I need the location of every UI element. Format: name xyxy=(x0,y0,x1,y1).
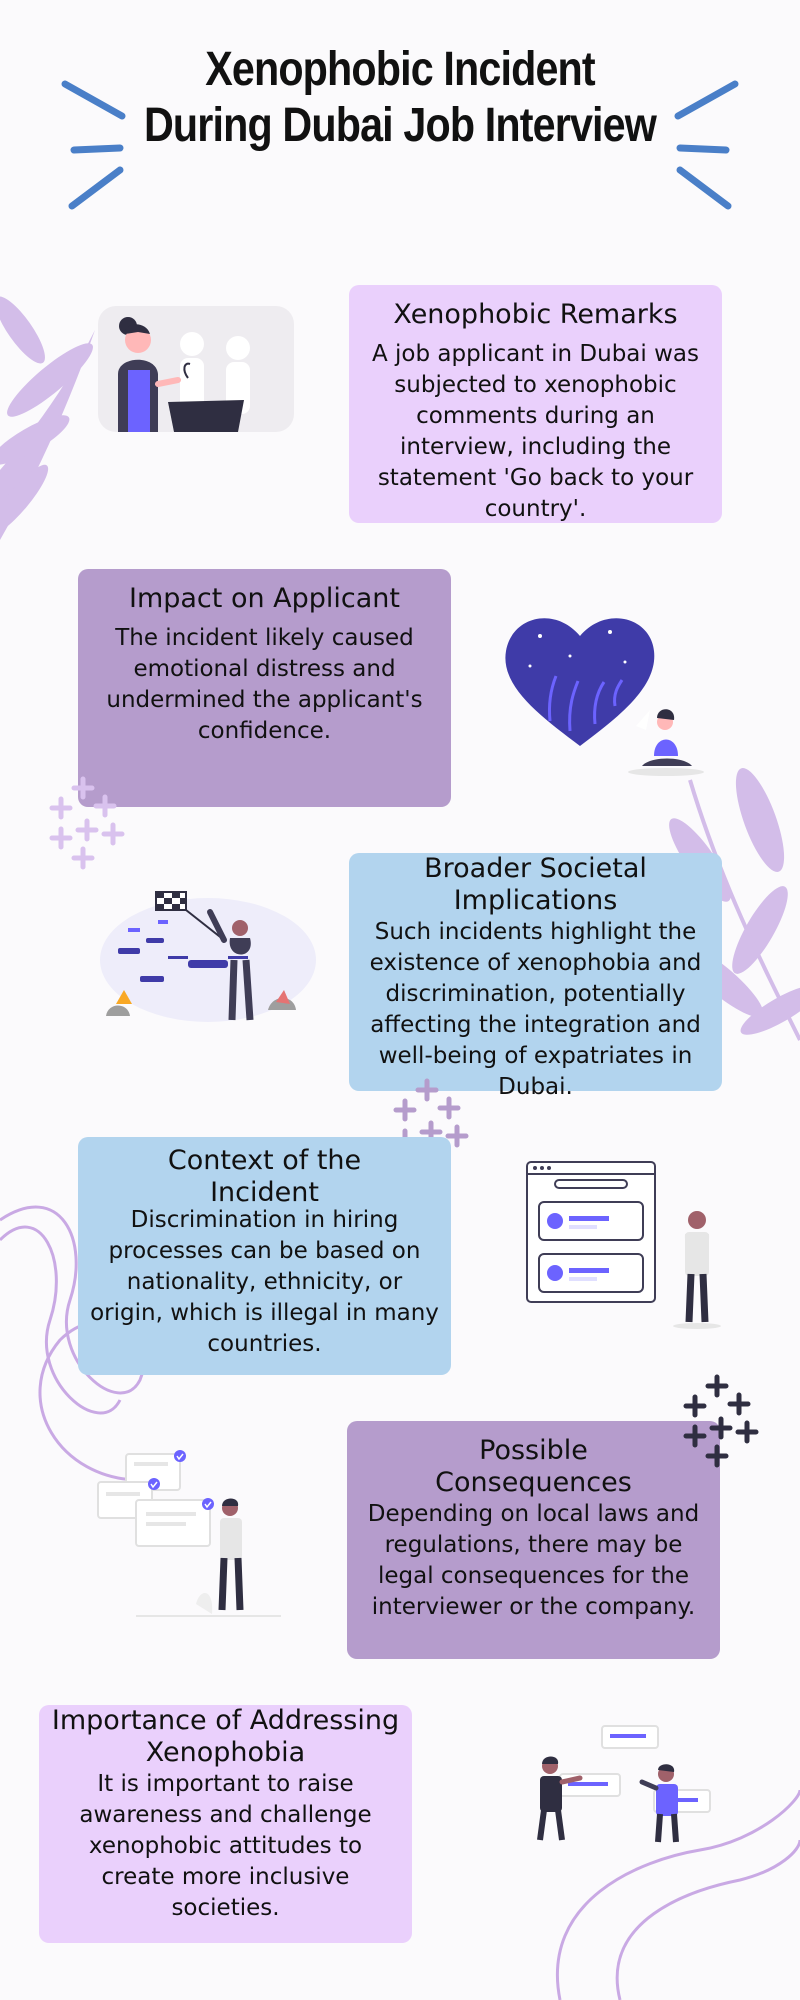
section-heading: Xenophobic Remarks xyxy=(393,299,678,330)
section-heading: Broader Societal Implications xyxy=(424,853,647,916)
section-body: It is important to raise awareness and challenge xenophobic attitudes to create more inclusive societies. xyxy=(79,1771,372,1921)
person-with-checked-messages-illustration xyxy=(96,1448,296,1628)
title-rays-left-decoration xyxy=(60,78,130,218)
drone-race-illustration xyxy=(98,890,318,1040)
section-card-xenophobic-remarks xyxy=(349,285,722,523)
plus-pattern-decoration xyxy=(678,1376,768,1466)
section-body: Discrimination in hiring processes can be based on nationality, ethnicity, or origin, which is illegal in many countries. xyxy=(90,1207,439,1357)
heart-night-sky-illustration xyxy=(500,606,720,786)
section-card-importance-of-addressing-xenophobia xyxy=(39,1705,412,1943)
section-heading: Context of the Incident xyxy=(167,1145,362,1208)
section-heading: Impact on Applicant xyxy=(128,583,400,614)
section-body: Such incidents highlight the existence of xenophobia and discrimination, potentially affecting the integration and well-being of expatriates in Dubai. xyxy=(369,919,702,1100)
section-heading: Importance of Addressing Xenophobia xyxy=(51,1705,400,1768)
section-heading: Possible Consequences xyxy=(435,1435,632,1498)
section-body: A job applicant in Dubai was subjected to xenophobic comments during an interview, including the statement 'Go back to your country'. xyxy=(372,341,699,522)
section-card-broader-societal-implications xyxy=(349,853,722,1100)
page-title: Xenophobic Incident During Dubai Job Interview xyxy=(143,43,657,152)
plus-pattern-decoration xyxy=(44,778,134,868)
section-card-possible-consequences xyxy=(347,1421,720,1659)
person-with-browser-window-illustration xyxy=(525,1160,745,1340)
section-card-context-of-the-incident xyxy=(78,1137,451,1375)
title-rays-right-decoration xyxy=(670,78,740,218)
section-body: Depending on local laws and regulations, there may be legal consequences for the interviewer or the company. xyxy=(367,1501,700,1620)
section-card-impact-on-applicant xyxy=(78,569,451,807)
two-people-chatting-illustration xyxy=(520,1722,740,1852)
speaker-at-podium-illustration xyxy=(98,304,298,444)
section-body: The incident likely caused emotional distress and undermined the applicant's confidence. xyxy=(106,625,423,744)
